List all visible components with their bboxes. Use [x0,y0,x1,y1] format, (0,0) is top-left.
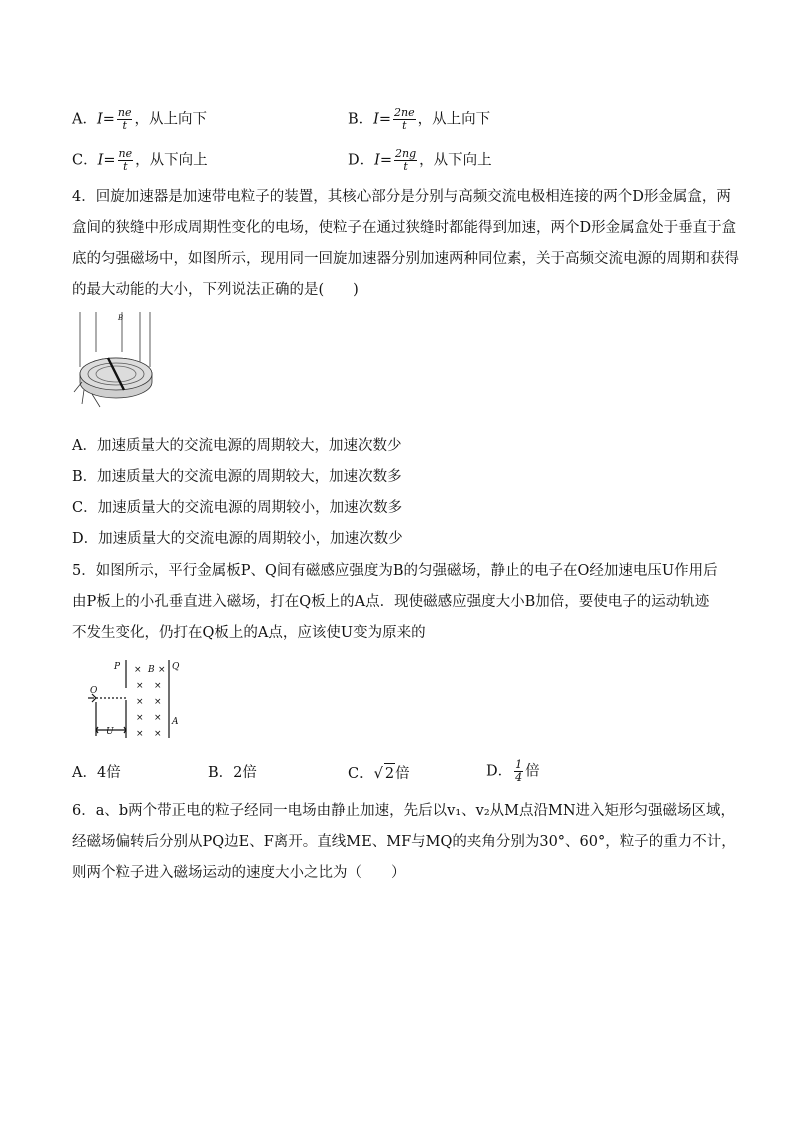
q3-option-a[interactable] [72,107,207,132]
point-label-o: O [90,686,98,696]
variable-i: I [373,111,379,128]
option-text: ，从上向下 [417,111,491,128]
q4-option-d[interactable]: D．加速质量大的交流电源的周期较小，加速次数少 [72,531,403,547]
q5-option-b[interactable]: B．2倍 [208,765,257,781]
equals-sign: = [102,111,115,128]
option-text: ，从上向下 [134,111,207,128]
point-label-a: A [172,717,179,727]
plate-label-p: P [114,662,121,672]
svg-text:×: × [136,681,144,691]
q5-stem-line: 5．如图所示，平行金属板P、Q间有磁感应强度为B的匀强磁场，静止的电子在O经加速电压U作用后 [72,563,718,579]
svg-text:×: × [154,713,162,723]
fraction [394,148,417,173]
denominator: t [122,119,127,132]
q3-option-c[interactable] [72,148,208,173]
denominator: t [402,119,407,132]
q4-option-c[interactable]: C．加速质量大的交流电源的周期较小，加速次数多 [72,500,403,516]
svg-text:×: × [158,665,166,675]
denominator: t [123,160,128,173]
q4-stem-line: 的最大动能的大小，下列说法正确的是( ) [72,282,359,298]
svg-text:×: × [136,729,144,739]
q6-stem-line: 经磁场偏转后分别从PQ边E、F离开。直线ME、MF与MQ的夹角分别为30°、60°，粒子的重力不计， [72,834,736,850]
equals-sign: = [378,111,392,128]
q4-option-b[interactable]: B．加速质量大的交流电源的周期较大，加速次数多 [72,469,402,485]
q5-stem-line: 由P板上的小孔垂直进入磁场，打在Q板上的A点．现使磁感应强度大小B加倍，要使电子的运动轨迹 [72,594,710,610]
sqrt-sign: √ [373,766,383,782]
q6-stem-line: 则两个粒子进入磁场运动的速度大小之比为（ ） [72,865,406,881]
q4-stem-line: 底的匀强磁场中，如图所示，现用同一回旋加速器分别加速两种同位素，关于高频交流电源的周期和获得 [72,251,739,267]
fraction [117,107,133,132]
svg-text:×: × [154,681,162,691]
fraction [514,759,523,784]
variable-i: I [97,152,104,169]
voltage-label-u: U [106,727,114,737]
denominator: t [403,160,408,173]
numerator: ne [118,147,133,160]
option-suffix: 倍 [525,763,540,780]
field-label-b: B [148,665,155,675]
numerator: 2ng [395,147,417,160]
q5-option-d[interactable] [486,759,540,784]
q5-option-c[interactable] [348,763,410,784]
numerator: 1 [515,758,523,771]
svg-text:×: × [136,697,144,707]
cyclotron-figure [70,312,160,412]
option-letter: D． [348,152,375,169]
field-label-b: B [118,314,124,322]
option-letter: A． [72,111,97,128]
option-suffix: 倍 [395,766,410,782]
numerator: ne [117,106,132,119]
option-letter: B． [348,111,374,128]
q4-stem-line: 盒间的狭缝中形成周期性变化的电场，使粒子在通过狭缝时都能得到加速，两个D形金属盒处于垂直于盒 [72,220,737,236]
numerator: 2ne [394,106,415,119]
svg-text:×: × [134,665,142,675]
q4-option-a[interactable]: A．加速质量大的交流电源的周期较大，加速次数少 [72,438,402,454]
q3-option-b[interactable] [348,107,490,132]
equals-sign: = [379,152,393,169]
equals-sign: = [103,152,116,169]
variable-i: I [96,111,103,128]
option-text: ，从下向上 [135,152,208,169]
plate-label-q: Q [172,662,180,672]
q5-option-a[interactable]: A．4倍 [72,765,121,781]
plates-field-figure [86,658,196,744]
svg-text:×: × [136,713,144,723]
option-letter: C． [348,766,374,782]
variable-i: I [374,152,380,169]
q6-stem-line: 6．a、b两个带正电的粒子经同一电场由静止加速，先后以v₁、v₂从M点沿MN进入矩形匀强磁场区域， [72,803,736,819]
denominator: 4 [515,771,523,784]
option-letter: D． [486,763,513,780]
svg-text:×: × [154,729,162,739]
q5-stem-line: 不发生变化，仍打在Q板上的A点，应该使U变为原来的 [72,625,426,641]
fraction [118,148,134,173]
radicand: 2 [384,763,395,784]
option-letter: C． [72,152,98,169]
q4-stem-line: 4．回旋加速器是加速带电粒子的装置，其核心部分是分别与高频交流电极相连接的两个D形金属盒，两 [72,189,731,205]
svg-text:×: × [154,697,162,707]
q3-option-d[interactable] [348,148,492,173]
option-text: ，从下向上 [419,152,492,169]
fraction [393,107,416,132]
